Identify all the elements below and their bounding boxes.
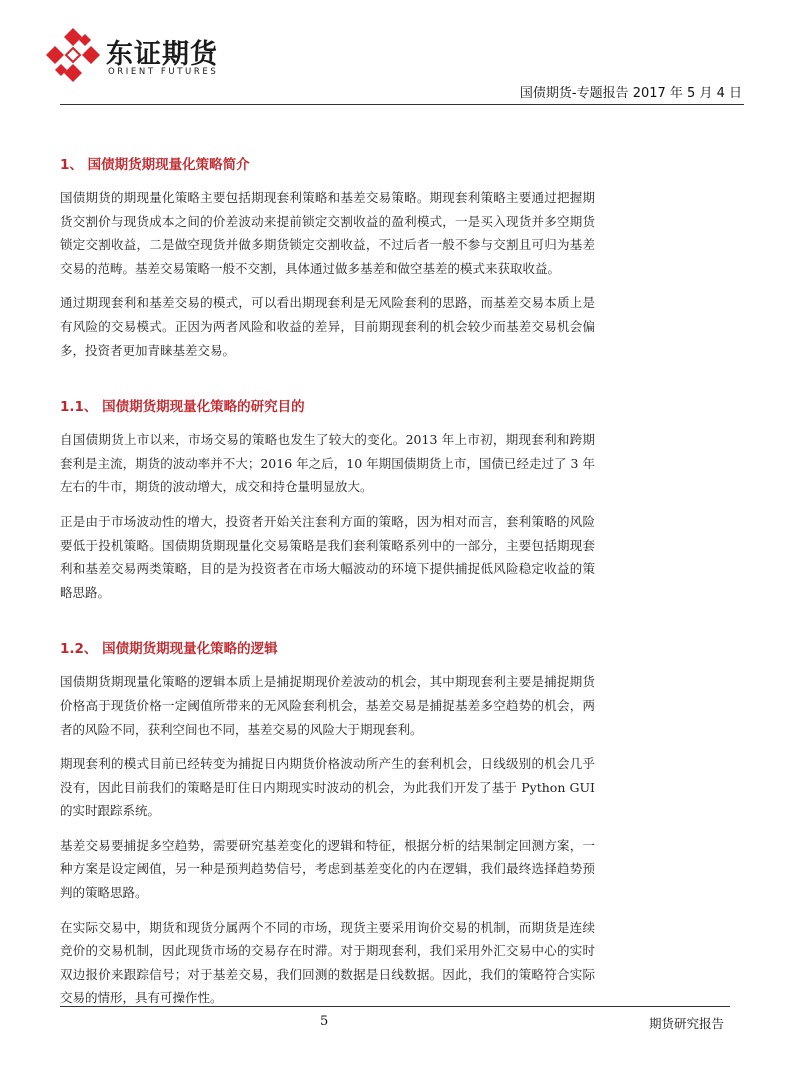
footer-divider xyxy=(60,1006,730,1007)
header-divider xyxy=(60,104,744,105)
section-1-2-paragraph-2: 期现套利的模式目前已经转变为捕捉日内期货价格波动所产生的套利机会，日线级别的机会几乎没有，因此目前我们的策略是盯住日内期现实时波动的机会，为此我们开发了基于 Python GUI 的实时跟踪系统。 xyxy=(60,756,595,819)
report-info: 国债期货-专题报告 2017 年 5 月 4 日 xyxy=(519,86,742,101)
section-1-2-paragraph-1: 国债期货期现量化策略的逻辑本质上是捕捉期现价差波动的机会，其中期现套利主要是捕捉期货价格高于现货价格一定阈值所带来的无风险套利机会，基差交易是捕捉基差多空趋势的机会，两者的风险不同，获利空间也不同，基差交易的风险大于期现套利。 xyxy=(60,674,595,737)
report-body xyxy=(60,155,595,1010)
section-heading-1: 1、 国债期货期现量化策略简介 xyxy=(60,157,250,173)
section-1-1-paragraph-2: 正是由于市场波动性的增大，投资者开始关注套利方面的策略，因为相对而言，套利策略的风险要低于投机策略。国债期货期现量化交易策略是我们套利策略系列中的一部分，主要包括期现套利和基差交易两类策略，目的是为投资者在市场大幅波动的环境下提供捕捉低风险稳定收益的策略思路。 xyxy=(60,513,595,600)
section-1-2-paragraph-4: 在实际交易中，期货和现货分属两个不同的市场，现货主要采用询价交易的机制，而期货是连续竞价的交易机制，因此现货市场的交易存在时滞。对于期现套利，我们采用外汇交易中心的实时双边报价来跟踪信号；对于基差交易，我们回测的数据是日线数据。因此，我们的策略符合实际交易的情形，具有可操作性。 xyxy=(60,919,595,1006)
logo-mark-icon xyxy=(44,26,102,84)
logo-english-name: ORIENT FUTURES xyxy=(108,67,219,77)
page-number: 5 xyxy=(320,1014,329,1029)
section-1-1-paragraph-1: 自国债期货上市以来，市场交易的策略也发生了较大的变化。2013 年上市初，期现套利和跨期套利是主流，期货的波动率并不大；2016 年之后，10 年期国债期货上市，国债已经走过了 3 年左右的牛市，期货的波动增大，成交和持仓量明显放大。 xyxy=(60,432,595,495)
logo-chinese-name: 东证期货 xyxy=(106,39,218,70)
section-1-2-paragraph-3: 基差交易要捕捉多空趋势，需要研究基差变化的逻辑和特征，根据分析的结果制定回测方案，一种方案是设定阈值，另一种是预判趋势信号，考虑到基差变化的内在逻辑，我们最终选择趋势预判的策略思路。 xyxy=(60,837,595,901)
section-1-paragraph-1: 国债期货的期现量化策略主要包括期现套利策略和基差交易策略。期现套利策略主要通过把握期货交割价与现货成本之间的价差波动来提前锁定交割收益的盈利模式，一是买入现货并多空期货锁定交割收益，二是做空现货并做多期货锁定交割收益，不过后者一般不参与交割且可归为基差交易的范畴。基差交易策略一般不交割，具体通过做多基差和做空基差的模式来获取收益。 xyxy=(60,190,595,276)
section-1-paragraph-2: 通过期现套利和基差交易的模式，可以看出期现套利是无风险套利的思路，而基差交易本质上是有风险的交易模式。正因为两者风险和收益的差异，目前期现套利的机会较少而基差交易机会偏多，投资者更加青睐基差交易。 xyxy=(60,295,595,358)
section-heading-1-2: 1.2、 国债期货期现量化策略的逻辑 xyxy=(60,641,278,658)
company-logo xyxy=(44,26,224,86)
footer-report-type: 期货研究报告 xyxy=(648,1016,724,1031)
section-heading-1-1: 1.1、 国债期货期现量化策略的研究目的 xyxy=(60,399,305,416)
